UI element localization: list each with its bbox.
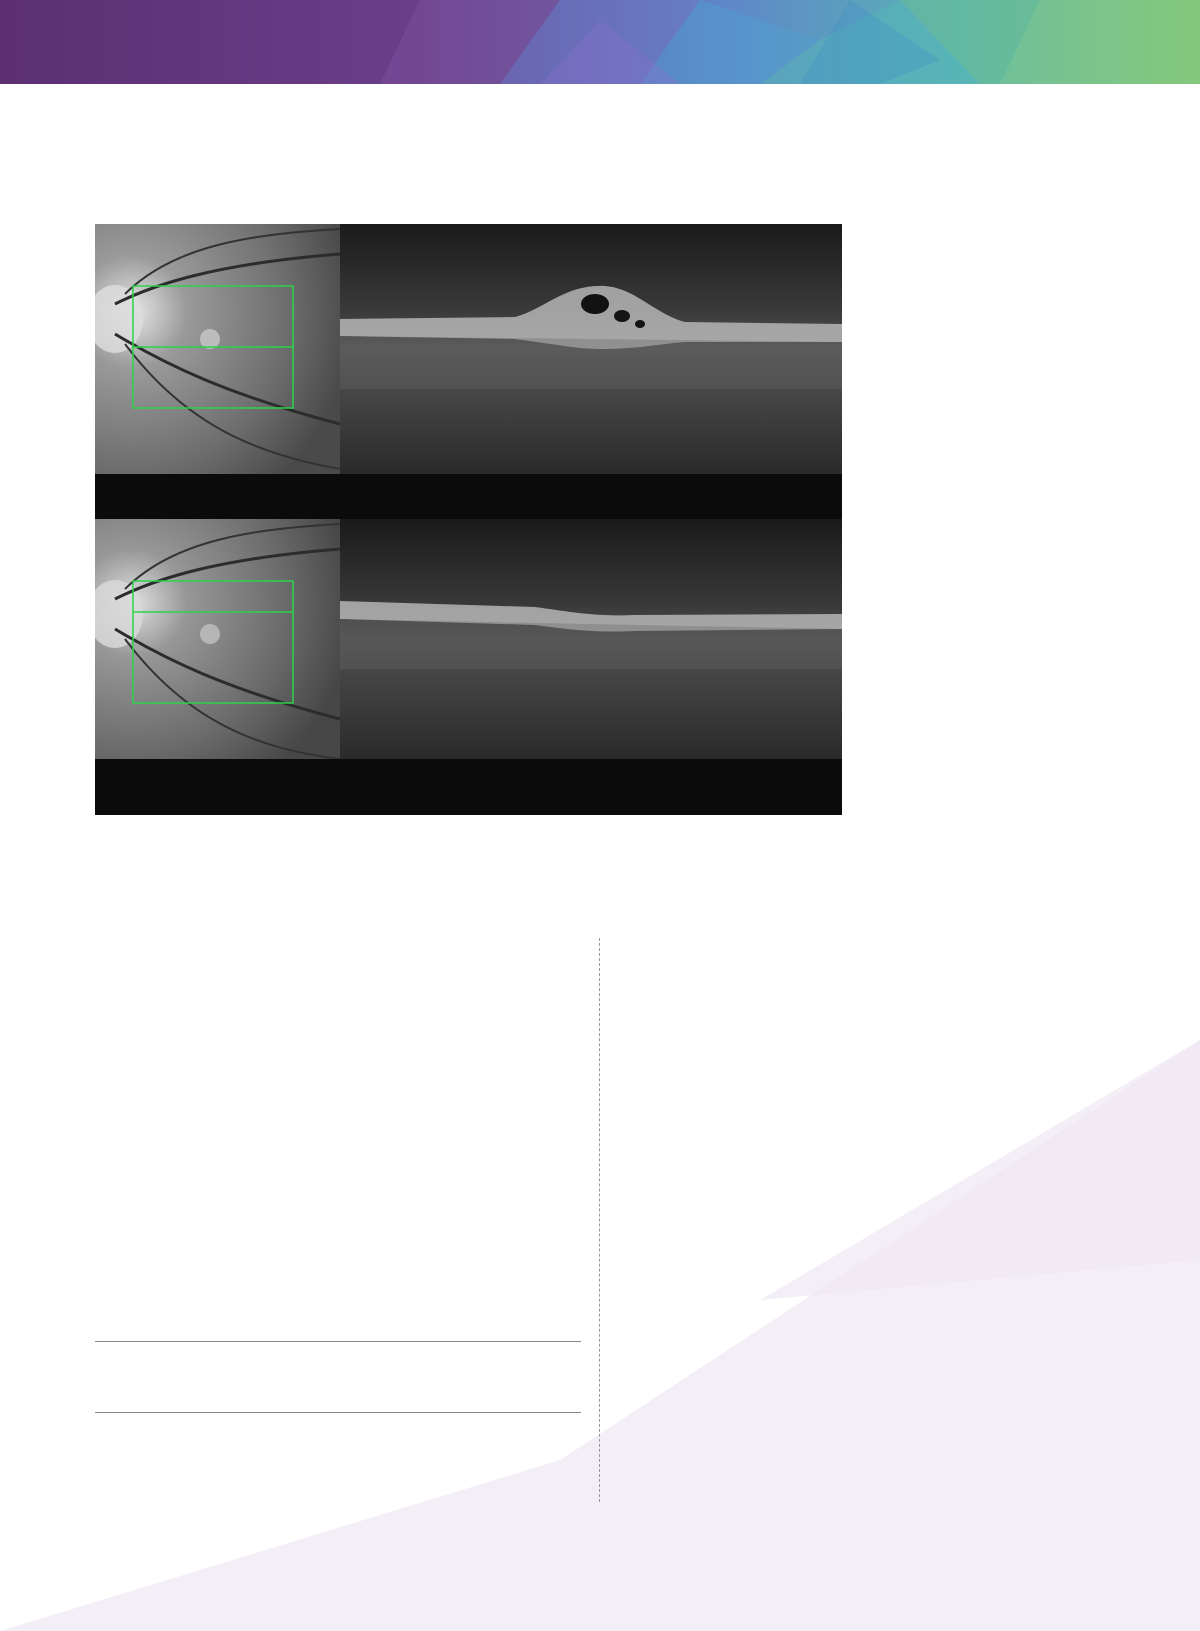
figure-2 <box>95 224 842 815</box>
figure-panel-b <box>95 519 842 809</box>
oct-scan-a <box>95 224 842 514</box>
header-banner <box>0 0 1200 84</box>
divider <box>95 1412 581 1413</box>
oct-scan-b <box>95 519 842 809</box>
background-shape <box>0 1000 1200 1631</box>
figure-panel-a <box>95 224 842 514</box>
divider <box>95 1341 581 1342</box>
column-divider <box>599 938 600 1502</box>
